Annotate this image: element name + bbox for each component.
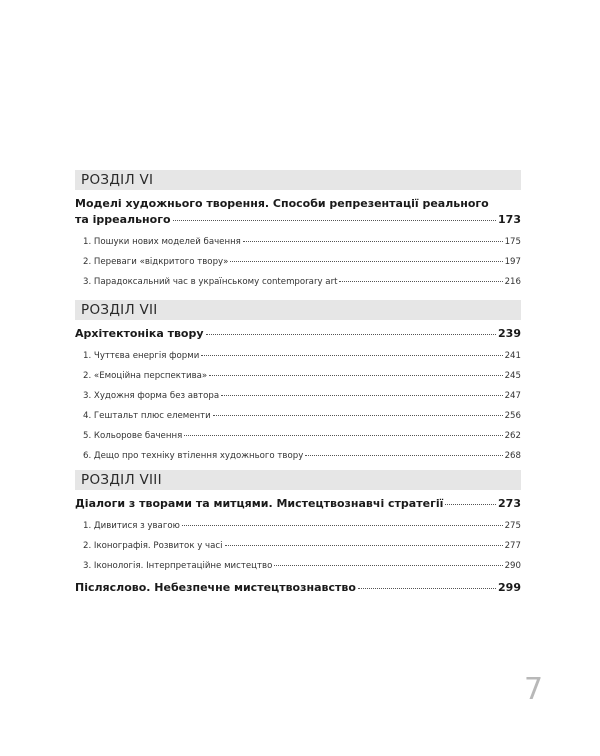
leader-dots <box>213 415 503 416</box>
page-number: 175 <box>504 237 521 247</box>
entry-label: 3. Художня форма без автора <box>83 391 220 401</box>
leader-dots <box>339 281 502 282</box>
chapter-title <box>75 196 521 228</box>
leader-dots <box>201 355 502 356</box>
section-heading: РОЗДІЛ VI <box>75 170 521 190</box>
chapter-title-line1: Моделі художнього творення. Способи репрезентації реального <box>75 197 489 210</box>
entry-label: 2. Іконографія. Розвиток у часі <box>83 541 223 551</box>
toc-entry <box>75 272 521 292</box>
entry-label: 5. Кольорове бачення <box>83 431 183 441</box>
entry-label: 6. Дещо про техніку втілення художнього твору <box>83 451 304 461</box>
page-number: 273 <box>498 497 521 510</box>
leader-dots <box>209 375 502 376</box>
page-number: 256 <box>504 411 521 421</box>
chapter-title <box>75 496 521 512</box>
afterword-entry <box>75 580 521 596</box>
section-heading: РОЗДІЛ VIII <box>75 470 521 490</box>
entry-label: 1. Дивитися з увагою <box>83 521 180 531</box>
page-number: 268 <box>504 451 521 461</box>
section-heading: РОЗДІЛ VII <box>75 300 521 320</box>
chapter-title-label: Діалоги з творами та митцями. Мистецтвознавчі стратегії <box>75 497 444 510</box>
page-number: 247 <box>504 391 521 401</box>
leader-dots <box>274 565 502 566</box>
page-number: 277 <box>504 541 521 551</box>
chapter-title <box>75 326 521 342</box>
leader-dots <box>445 504 496 505</box>
entry-label: 4. Гештальт плюс елементи <box>83 411 211 421</box>
page-number: 275 <box>504 521 521 531</box>
afterword-label: Післяслово. Небезпечне мистецтвознавство <box>75 581 356 594</box>
section-8 <box>75 470 521 576</box>
leader-dots <box>225 545 503 546</box>
page-number: 239 <box>498 327 521 340</box>
toc-entry <box>75 232 521 252</box>
page-number: 299 <box>498 581 521 594</box>
page-number: 197 <box>504 257 521 267</box>
toc-entry <box>75 446 521 466</box>
page-number: 290 <box>504 561 521 571</box>
toc-entry <box>75 386 521 406</box>
leader-dots <box>358 588 496 589</box>
leader-dots <box>305 455 502 456</box>
toc-entry <box>75 426 521 446</box>
chapter-title-line2: та ірреального <box>75 213 171 226</box>
toc-entry <box>75 252 521 272</box>
leader-dots <box>230 261 502 262</box>
entry-label: 3. Парадоксальний час в українському contemporary art <box>83 277 338 287</box>
page-number: 241 <box>504 351 521 361</box>
folio-page-number: 7 <box>524 672 544 707</box>
toc-entry <box>75 366 521 386</box>
toc-entry <box>75 406 521 426</box>
page-number: 245 <box>504 371 521 381</box>
toc-entry <box>75 516 521 536</box>
leader-dots <box>221 395 502 396</box>
toc-entry <box>75 346 521 366</box>
leader-dots <box>173 220 497 221</box>
section-6 <box>75 170 521 292</box>
leader-dots <box>206 334 497 335</box>
section-7 <box>75 300 521 466</box>
toc-entry <box>75 536 521 556</box>
entry-label: 2. «Емоційна перспектива» <box>83 371 208 381</box>
toc-entry <box>75 556 521 576</box>
leader-dots <box>184 435 502 436</box>
page-number: 262 <box>504 431 521 441</box>
table-of-contents <box>75 170 521 594</box>
entry-label: 1. Чуттєва енергія форми <box>83 351 200 361</box>
entry-label: 1. Пошуки нових моделей бачення <box>83 237 241 247</box>
leader-dots <box>243 241 503 242</box>
page-number: 173 <box>498 213 521 226</box>
entry-label: 2. Переваги «відкритого твору» <box>83 257 229 267</box>
chapter-title-label: Архітектоніка твору <box>75 327 204 340</box>
leader-dots <box>182 525 503 526</box>
page-number: 216 <box>504 277 521 287</box>
entry-label: 3. Іконологія. Інтерпретаційне мистецтво <box>83 561 273 571</box>
